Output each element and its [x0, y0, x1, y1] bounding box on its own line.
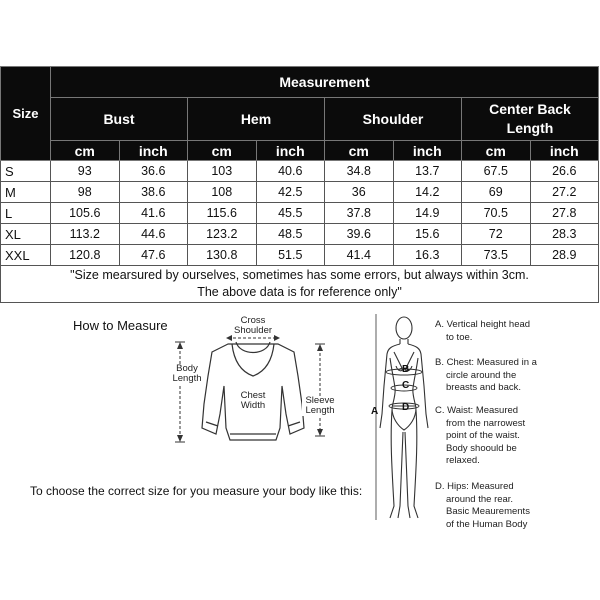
desc-line: D. Hips: Measured [435, 481, 514, 492]
value-cell: 14.2 [393, 182, 462, 203]
reference-note-line: The above data is for reference only" [197, 285, 402, 299]
center-back-length-header: Center Back Length [462, 98, 599, 141]
value-cell: 42.5 [256, 182, 325, 203]
value-cell: 41.6 [119, 203, 188, 224]
garment-measure-diagram [168, 316, 348, 456]
value-cell: 16.3 [393, 245, 462, 266]
desc-b [435, 357, 537, 395]
value-cell: 51.5 [256, 245, 325, 266]
value-cell: 40.6 [256, 161, 325, 182]
value-cell: 120.8 [51, 245, 120, 266]
desc-line: C. Waist: Measured [435, 405, 519, 416]
size-cell: L [1, 203, 51, 224]
value-cell: 15.6 [393, 224, 462, 245]
reference-note [1, 266, 599, 303]
table-row [1, 161, 599, 182]
value-cell: 123.2 [188, 224, 257, 245]
value-cell: 13.7 [393, 161, 462, 182]
value-cell: 14.9 [393, 203, 462, 224]
value-cell: 39.6 [325, 224, 394, 245]
value-cell: 34.8 [325, 161, 394, 182]
unit-header: cm [462, 141, 531, 161]
value-cell: 108 [188, 182, 257, 203]
value-cell: 115.6 [188, 203, 257, 224]
value-cell: 98 [51, 182, 120, 203]
table-row [1, 224, 599, 245]
value-cell: 27.2 [530, 182, 599, 203]
desc-line: point of the waist. [446, 430, 520, 441]
table-row [1, 245, 599, 266]
desc-c [435, 405, 525, 468]
value-cell: 37.8 [325, 203, 394, 224]
label-line: Length [305, 405, 335, 416]
value-cell: 105.6 [51, 203, 120, 224]
label-line: Cross [240, 315, 266, 326]
unit-header: inch [119, 141, 188, 161]
desc-line: relaxed. [446, 455, 480, 466]
desc-line: from the narrowest [446, 417, 526, 429]
label-line: Length [172, 373, 202, 384]
value-cell: 26.6 [530, 161, 599, 182]
human-body-icon [368, 310, 438, 526]
desc-line: of the Human Body [446, 518, 528, 530]
letter-a: A [371, 406, 379, 417]
desc-line: around the rear. [446, 493, 514, 505]
label-line: Chest [240, 390, 266, 401]
unit-header: cm [188, 141, 257, 161]
value-cell: 45.5 [256, 203, 325, 224]
body-length-label [168, 364, 206, 384]
value-cell: 28.3 [530, 224, 599, 245]
value-cell: 36 [325, 182, 394, 203]
value-cell: 70.5 [462, 203, 531, 224]
measurement-header: Measurement [51, 67, 599, 98]
desc-line: A. Vertical height head [435, 319, 531, 330]
size-cell: M [1, 182, 51, 203]
value-cell: 113.2 [51, 224, 120, 245]
reference-note-line: "Size mearsured by ourselves, sometimes has some errors, but always within 3cm. [70, 268, 529, 282]
value-cell: 36.6 [119, 161, 188, 182]
label-line: Shoulder [233, 325, 273, 336]
label-line: Width [240, 400, 266, 411]
desc-d [435, 481, 530, 531]
size-chart-table [0, 66, 599, 303]
size-header: Size [1, 67, 51, 161]
hem-header: Hem [188, 98, 325, 141]
sleeve-length-label [302, 396, 338, 416]
value-cell: 103 [188, 161, 257, 182]
shoulder-header: Shoulder [325, 98, 462, 141]
label-line: Sleeve [305, 395, 335, 406]
desc-line: breasts and back. [446, 382, 521, 393]
desc-line: B. Chest: Measured in a [435, 357, 537, 368]
value-cell: 93 [51, 161, 120, 182]
desc-line: to toe. [446, 331, 473, 343]
cross-shoulder-label [230, 316, 276, 336]
letter-d: D [402, 402, 410, 413]
value-cell: 48.5 [256, 224, 325, 245]
size-cell: S [1, 161, 51, 182]
table-row [1, 203, 599, 224]
value-cell: 72 [462, 224, 531, 245]
unit-header: inch [256, 141, 325, 161]
value-cell: 67.5 [462, 161, 531, 182]
desc-line: Body shoould be [446, 442, 517, 454]
unit-header: cm [51, 141, 120, 161]
desc-a [435, 319, 530, 344]
how-to-measure-title: How to Measure [73, 318, 168, 333]
sweater-sketch-icon [168, 316, 348, 456]
label-line: Body [176, 363, 198, 374]
value-cell: 28.9 [530, 245, 599, 266]
unit-header: inch [530, 141, 599, 161]
table-row [1, 182, 599, 203]
letter-b: B [402, 364, 410, 375]
value-cell: 130.8 [188, 245, 257, 266]
size-cell: XXL [1, 245, 51, 266]
bust-header: Bust [51, 98, 188, 141]
size-cell: XL [1, 224, 51, 245]
desc-line: Basic Meaurements [446, 506, 530, 517]
value-cell: 41.4 [325, 245, 394, 266]
desc-line: circle around the [446, 369, 517, 381]
unit-header: inch [393, 141, 462, 161]
value-cell: 38.6 [119, 182, 188, 203]
value-cell: 27.8 [530, 203, 599, 224]
body-figure [368, 310, 438, 526]
value-cell: 44.6 [119, 224, 188, 245]
choose-size-instruction: To choose the correct size for you measure your body like this: [30, 484, 363, 498]
unit-header: cm [325, 141, 394, 161]
value-cell: 73.5 [462, 245, 531, 266]
letter-c: C [402, 380, 410, 391]
chest-width-label [234, 391, 272, 411]
value-cell: 47.6 [119, 245, 188, 266]
value-cell: 69 [462, 182, 531, 203]
